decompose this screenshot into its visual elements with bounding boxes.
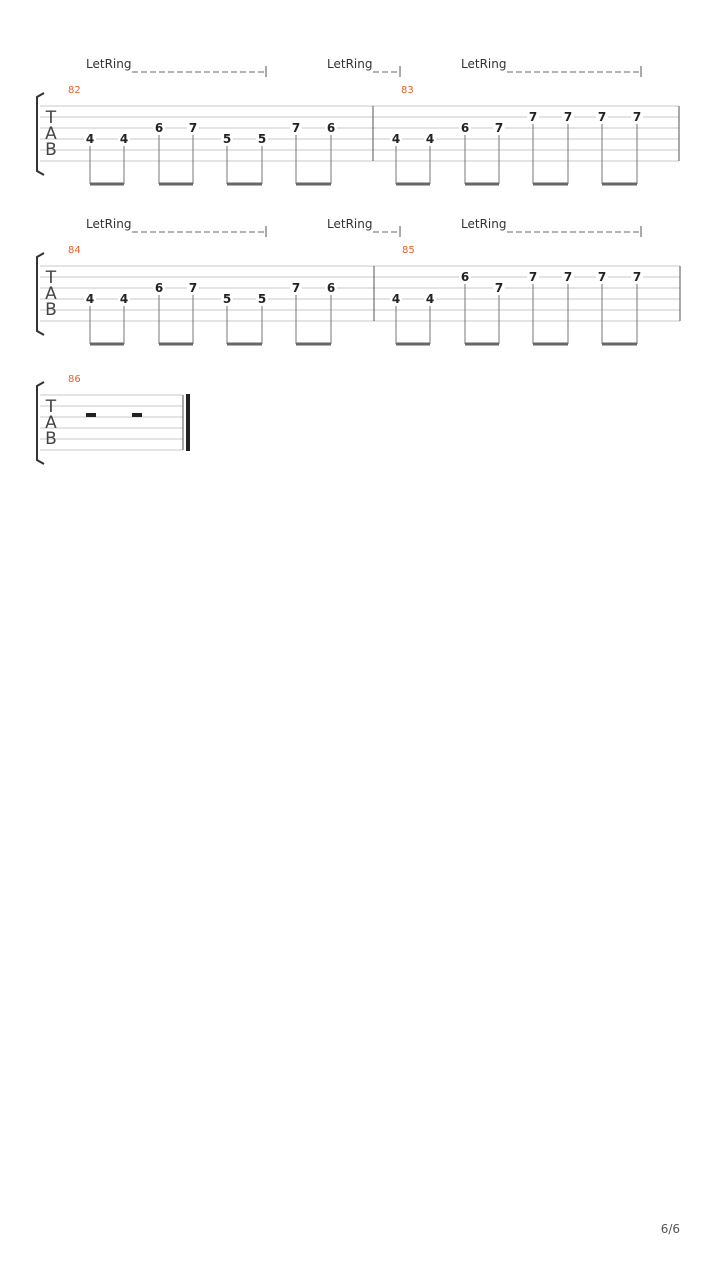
fret-number: 7 <box>188 121 198 135</box>
fret-number: 5 <box>222 132 232 146</box>
fret-number: 7 <box>632 110 642 124</box>
fret-number: 4 <box>119 132 129 146</box>
fret-number: 4 <box>425 292 435 306</box>
letring-label: LetRing <box>86 57 132 71</box>
fret-number: 4 <box>425 132 435 146</box>
rest-symbol <box>86 413 96 417</box>
fret-number: 4 <box>119 292 129 306</box>
fret-number: 4 <box>85 292 95 306</box>
fret-number: 4 <box>391 292 401 306</box>
final-barline-thick <box>186 394 190 451</box>
tab-clef-letter: B <box>45 429 57 449</box>
measure-number: 83 <box>401 85 414 96</box>
fret-number: 5 <box>257 292 267 306</box>
letring-label: LetRing <box>461 217 507 231</box>
fret-number: 7 <box>528 110 538 124</box>
fret-number: 6 <box>460 270 470 284</box>
fret-number: 6 <box>326 121 336 135</box>
letring-label: LetRing <box>461 57 507 71</box>
fret-number: 7 <box>597 270 607 284</box>
fret-number: 6 <box>154 281 164 295</box>
fret-number: 6 <box>154 121 164 135</box>
tab-clef-letter: T <box>45 268 57 288</box>
fret-number: 7 <box>528 270 538 284</box>
fret-number: 7 <box>563 110 573 124</box>
tab-clef-letter: B <box>45 300 57 320</box>
tab-clef-letter: B <box>45 140 57 160</box>
fret-number: 7 <box>494 281 504 295</box>
fret-number: 7 <box>494 121 504 135</box>
letring-label: LetRing <box>327 57 373 71</box>
measure-number: 84 <box>68 245 81 256</box>
fret-number: 7 <box>291 121 301 135</box>
system-bracket <box>37 382 44 464</box>
tab-clef-letter: A <box>45 284 57 304</box>
fret-number: 7 <box>563 270 573 284</box>
fret-number: 6 <box>326 281 336 295</box>
page-number: 6/6 <box>660 1222 680 1236</box>
fret-number: 5 <box>222 292 232 306</box>
fret-number: 4 <box>391 132 401 146</box>
system-bracket <box>37 93 44 175</box>
measure-number: 82 <box>68 85 81 96</box>
fret-number: 4 <box>85 132 95 146</box>
letring-label: LetRing <box>327 217 373 231</box>
tab-clef-letter: T <box>45 108 57 128</box>
rest-symbol <box>132 413 142 417</box>
tab-clef-letter: A <box>45 413 57 433</box>
fret-number: 7 <box>291 281 301 295</box>
measure-number: 86 <box>68 374 81 385</box>
fret-number: 5 <box>257 132 267 146</box>
fret-number: 7 <box>632 270 642 284</box>
tab-clef-letter: A <box>45 124 57 144</box>
fret-number: 6 <box>460 121 470 135</box>
fret-number: 7 <box>188 281 198 295</box>
system-bracket <box>37 253 44 335</box>
letring-label: LetRing <box>86 217 132 231</box>
tab-clef-letter: T <box>45 397 57 417</box>
fret-number: 7 <box>597 110 607 124</box>
measure-number: 85 <box>402 245 415 256</box>
